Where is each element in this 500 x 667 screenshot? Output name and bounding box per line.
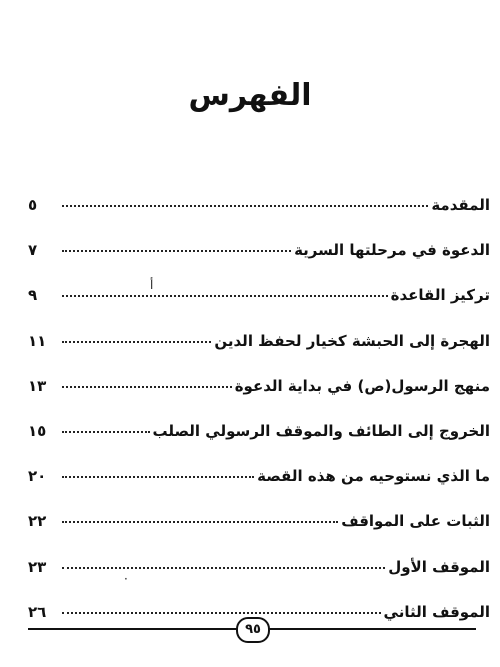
toc-entry-page: ١٥ — [28, 421, 47, 440]
toc-entry — [28, 467, 490, 512]
toc-entry-title: الهجرة إلى الحبشة كخيار لحفظ الدين — [214, 331, 490, 350]
stray-alef-mark: أ — [150, 278, 154, 292]
page-number-badge: ٩٥ — [236, 617, 270, 643]
toc-entry-page: ٥ — [28, 196, 38, 214]
toc-entry — [28, 332, 490, 377]
table-of-contents — [28, 196, 490, 648]
toc-entry — [28, 241, 490, 286]
toc-entry-title: الثبات على المواقف — [341, 512, 490, 531]
dot-leader — [62, 567, 385, 569]
toc-entry-title: الدعوة في مرحلتها السرية — [294, 241, 490, 260]
toc-entry-title: الموقف الأول — [388, 557, 490, 576]
toc-entry-title: منهج الرسول(ص) في بداية الدعوة — [234, 376, 490, 395]
toc-entry — [28, 512, 490, 557]
dot-leader — [62, 250, 291, 252]
toc-entry — [28, 558, 490, 603]
toc-entry-page: ٢٦ — [28, 602, 47, 621]
toc-entry — [28, 196, 490, 241]
toc-entry-page: ١١ — [28, 331, 47, 350]
toc-entry-page: ٢٣ — [28, 557, 47, 576]
dot-leader — [62, 476, 254, 478]
toc-entry-title: المقدمة — [431, 196, 490, 214]
toc-entry — [28, 286, 490, 331]
dot-leader — [62, 205, 428, 207]
toc-entry-page: ٩ — [28, 286, 38, 305]
toc-entry-page: ٧ — [28, 241, 38, 260]
stray-dot-mark: · — [124, 572, 128, 586]
toc-entry-title: الخروج إلى الطائف والموقف الرسولي الصلب — [152, 421, 490, 440]
dot-leader — [62, 521, 338, 523]
toc-entry-title: الموقف الثاني — [383, 602, 490, 621]
toc-entry-page: ٢٢ — [28, 512, 47, 531]
dot-leader — [62, 341, 211, 343]
page-title: الفهرس — [188, 78, 312, 113]
toc-entry-title: تركيز القاعدة — [390, 286, 490, 305]
dot-leader — [62, 431, 150, 433]
toc-entry — [28, 422, 490, 467]
toc-entry-title: ما الذي نستوحيه من هذه القصة — [257, 467, 490, 486]
toc-entry — [28, 377, 490, 422]
dot-leader — [62, 295, 388, 297]
toc-entry-page: ٢٠ — [28, 467, 47, 486]
dot-leader — [62, 612, 381, 614]
dot-leader — [62, 386, 232, 388]
toc-entry-page: ١٣ — [28, 376, 47, 395]
